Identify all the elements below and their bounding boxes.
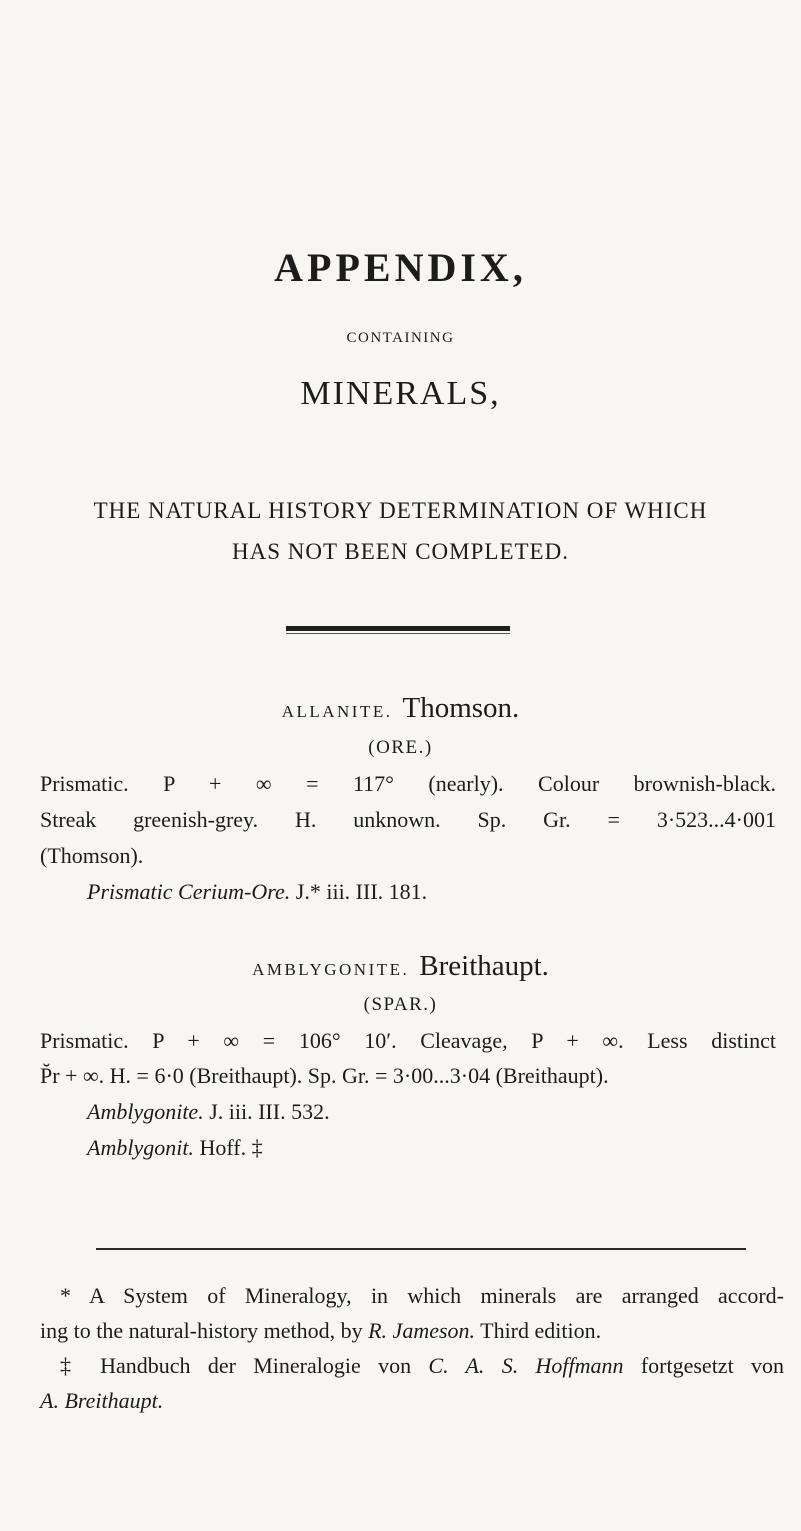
appendix-title: APPENDIX,: [274, 245, 527, 290]
entry-text-line: Prismatic. P + ∞ = 106° 10′. Cleavage, P + ∞. Less distinct: [40, 1028, 776, 1053]
entry-author: Thomson.: [402, 692, 520, 724]
entry-heading-amblygonite: [0, 950, 801, 983]
entry-class: (SPAR.): [363, 994, 438, 1015]
footnote-author: A. Breithaupt.: [40, 1388, 164, 1413]
minerals-heading: MINERALS,: [300, 375, 501, 412]
entry-text-line: P̆r + ∞. H. = 6·0 (Breithaupt). Sp. Gr. = 3·00...3·04 (Breithaupt).: [40, 1063, 609, 1088]
synonym-ref: J.* iii. III. 181.: [295, 879, 428, 904]
synonym-name: Amblygonite.: [87, 1099, 204, 1124]
synonym-line: [87, 1129, 263, 1167]
subtitle-line-1: THE NATURAL HISTORY DETERMINATION OF WHICH: [93, 498, 708, 523]
entry-name: ALLANITE.: [281, 702, 393, 721]
entry-text-line: (Thomson).: [40, 843, 144, 868]
footnote-text: fortgesetzt von: [623, 1353, 784, 1378]
footnote-1-line-2: [40, 1313, 766, 1348]
synonym-line: [87, 873, 427, 911]
entry-heading-allanite: [0, 692, 801, 725]
footnote-author: R. Jameson.: [368, 1318, 476, 1343]
subtitle-line-2: HAS NOT BEEN COMPLETED.: [232, 539, 569, 564]
footnote-2-line-1: [60, 1348, 784, 1383]
entry-text-line: Prismatic. P + ∞ = 117° (nearly). Colour brownish-black.: [40, 771, 776, 796]
footnote-text: ‡ Handbuch der Mineralogie von: [60, 1353, 429, 1378]
synonym-name: Prismatic Cerium-Ore.: [87, 879, 291, 904]
footnote-2-line-2: [40, 1383, 766, 1418]
footnote-text: ing to the natural-history method, by: [40, 1318, 369, 1343]
subtitle: [20, 490, 781, 572]
entry-name: AMBLYGONITE.: [252, 960, 410, 979]
synonym-line: [87, 1093, 330, 1131]
footnote-rule: [96, 1248, 746, 1250]
synonym-ref: Hoff. ‡: [199, 1135, 263, 1160]
footnote-author: C. A. S. Hoffmann: [428, 1353, 624, 1378]
footnote-text: Third edition.: [475, 1318, 602, 1343]
containing-label: CONTAINING: [346, 330, 455, 346]
footnote-1-line-1: * A System of Mineralogy, in which minerals are arranged accord-: [60, 1283, 784, 1308]
entry-class: (ORE.): [368, 737, 433, 758]
entry-text-line: Streak greenish-grey. H. unknown. Sp. Gr. = 3·523...4·001: [40, 807, 776, 832]
ornamental-rule: [286, 626, 510, 631]
synonym-ref: J. iii. III. 532.: [209, 1099, 330, 1124]
entry-author: Breithaupt.: [419, 950, 549, 982]
synonym-name: Amblygonit.: [87, 1135, 194, 1160]
